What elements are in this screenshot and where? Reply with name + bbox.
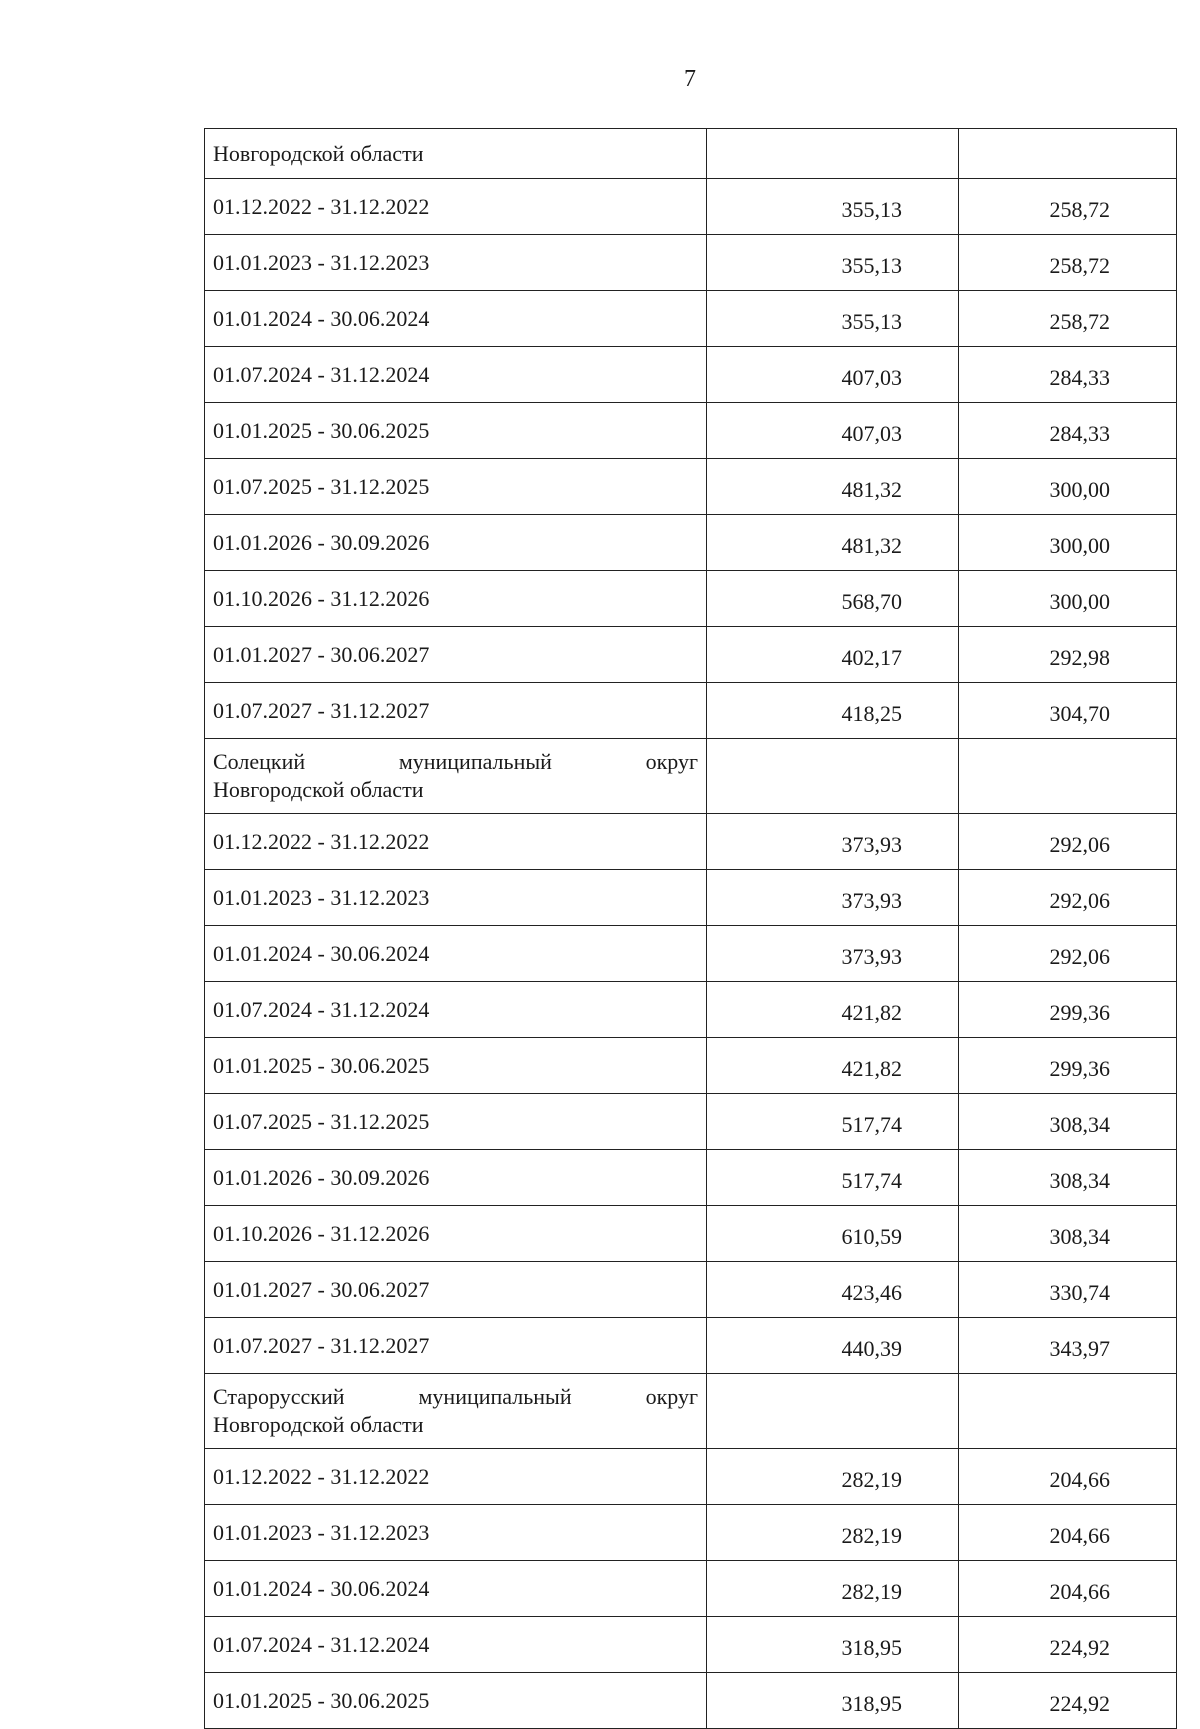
value-cell-1: 610,59 [707, 1206, 959, 1262]
section-heading [205, 129, 707, 179]
value-cell-2: 224,92 [959, 1617, 1177, 1673]
section-heading-line [213, 1383, 698, 1411]
value-cell-2: 258,72 [959, 291, 1177, 347]
value-cell-2: 308,34 [959, 1206, 1177, 1262]
value-cell-2: 299,36 [959, 982, 1177, 1038]
value-cell-1: 517,74 [707, 1094, 959, 1150]
table-row [205, 683, 1177, 739]
period-cell: 01.01.2025 - 30.06.2025 [205, 403, 707, 459]
table-row [205, 515, 1177, 571]
value-cell-1: 481,32 [707, 515, 959, 571]
table-row [205, 1094, 1177, 1150]
table-row [205, 347, 1177, 403]
value-cell-1: 423,46 [707, 1262, 959, 1318]
empty-cell [707, 1374, 959, 1449]
period-cell: 01.01.2025 - 30.06.2025 [205, 1038, 707, 1094]
period-cell: 01.12.2022 - 31.12.2022 [205, 179, 707, 235]
value-cell-1: 318,95 [707, 1673, 959, 1729]
table-row [205, 1617, 1177, 1673]
table-row [205, 1505, 1177, 1561]
value-cell-1: 373,93 [707, 814, 959, 870]
section-heading-line [213, 748, 698, 776]
value-cell-2: 343,97 [959, 1318, 1177, 1374]
value-cell-1: 421,82 [707, 982, 959, 1038]
period-cell: 01.01.2026 - 30.09.2026 [205, 515, 707, 571]
value-cell-1: 407,03 [707, 347, 959, 403]
value-cell-1: 421,82 [707, 1038, 959, 1094]
heading-word: округ [645, 749, 698, 774]
value-cell-1: 517,74 [707, 1150, 959, 1206]
heading-word: Солецкий [213, 749, 306, 774]
value-cell-1: 402,17 [707, 627, 959, 683]
value-cell-1: 355,13 [707, 235, 959, 291]
value-cell-2: 292,98 [959, 627, 1177, 683]
table-row [205, 235, 1177, 291]
table-row [205, 1038, 1177, 1094]
period-cell: 01.01.2027 - 30.06.2027 [205, 627, 707, 683]
value-cell-2: 292,06 [959, 926, 1177, 982]
value-cell-1: 355,13 [707, 291, 959, 347]
table-row [205, 627, 1177, 683]
section-heading [205, 1374, 707, 1449]
period-cell: 01.07.2025 - 31.12.2025 [205, 459, 707, 515]
table-row [205, 1318, 1177, 1374]
period-cell: 01.07.2027 - 31.12.2027 [205, 1318, 707, 1374]
value-cell-2: 304,70 [959, 683, 1177, 739]
value-cell-2: 258,72 [959, 179, 1177, 235]
empty-cell [959, 1374, 1177, 1449]
value-cell-2: 292,06 [959, 870, 1177, 926]
period-cell: 01.01.2025 - 30.06.2025 [205, 1673, 707, 1729]
section-heading-row [205, 1374, 1177, 1449]
value-cell-1: 481,32 [707, 459, 959, 515]
value-cell-1: 282,19 [707, 1449, 959, 1505]
value-cell-1: 440,39 [707, 1318, 959, 1374]
value-cell-1: 568,70 [707, 571, 959, 627]
value-cell-2: 300,00 [959, 571, 1177, 627]
value-cell-2: 284,33 [959, 347, 1177, 403]
period-cell: 01.01.2024 - 30.06.2024 [205, 291, 707, 347]
period-cell: 01.01.2023 - 31.12.2023 [205, 235, 707, 291]
empty-cell [959, 739, 1177, 814]
section-heading-row [205, 129, 1177, 179]
table-row [205, 459, 1177, 515]
page-number: 7 [684, 66, 696, 92]
heading-word: муниципальный [418, 1384, 572, 1409]
empty-cell [959, 129, 1177, 179]
value-cell-2: 204,66 [959, 1561, 1177, 1617]
table-row [205, 571, 1177, 627]
value-cell-2: 204,66 [959, 1505, 1177, 1561]
value-cell-2: 308,34 [959, 1094, 1177, 1150]
table-row [205, 982, 1177, 1038]
period-cell: 01.01.2026 - 30.09.2026 [205, 1150, 707, 1206]
value-cell-1: 407,03 [707, 403, 959, 459]
value-cell-1: 373,93 [707, 926, 959, 982]
period-cell: 01.07.2024 - 31.12.2024 [205, 982, 707, 1038]
value-cell-2: 299,36 [959, 1038, 1177, 1094]
table-row [205, 1449, 1177, 1505]
period-cell: 01.01.2023 - 31.12.2023 [205, 1505, 707, 1561]
period-cell: 01.07.2024 - 31.12.2024 [205, 1617, 707, 1673]
period-cell: 01.07.2027 - 31.12.2027 [205, 683, 707, 739]
empty-cell [707, 129, 959, 179]
value-cell-1: 355,13 [707, 179, 959, 235]
table-row [205, 291, 1177, 347]
value-cell-2: 330,74 [959, 1262, 1177, 1318]
empty-cell [707, 739, 959, 814]
table-row [205, 1673, 1177, 1729]
period-cell: 01.01.2024 - 30.06.2024 [205, 1561, 707, 1617]
period-cell: 01.07.2024 - 31.12.2024 [205, 347, 707, 403]
value-cell-1: 282,19 [707, 1505, 959, 1561]
tariff-table [204, 128, 1177, 1729]
period-cell: 01.10.2026 - 31.12.2026 [205, 1206, 707, 1262]
value-cell-2: 300,00 [959, 515, 1177, 571]
table-row [205, 1150, 1177, 1206]
value-cell-2: 300,00 [959, 459, 1177, 515]
table-row [205, 1561, 1177, 1617]
value-cell-2: 292,06 [959, 814, 1177, 870]
table-row [205, 403, 1177, 459]
table-row [205, 1262, 1177, 1318]
period-cell: 01.01.2027 - 30.06.2027 [205, 1262, 707, 1318]
section-heading-line: Новгородской области [213, 140, 424, 166]
section-heading-line: Новгородской области [213, 777, 424, 802]
table-row [205, 926, 1177, 982]
heading-word: округ [645, 1384, 698, 1409]
value-cell-2: 284,33 [959, 403, 1177, 459]
period-cell: 01.01.2024 - 30.06.2024 [205, 926, 707, 982]
table-row [205, 870, 1177, 926]
value-cell-1: 373,93 [707, 870, 959, 926]
period-cell: 01.12.2022 - 31.12.2022 [205, 1449, 707, 1505]
table-row [205, 1206, 1177, 1262]
value-cell-2: 224,92 [959, 1673, 1177, 1729]
value-cell-2: 308,34 [959, 1150, 1177, 1206]
heading-word: муниципальный [398, 749, 552, 774]
period-cell: 01.10.2026 - 31.12.2026 [205, 571, 707, 627]
heading-word: Старорусский [213, 1384, 345, 1409]
section-heading-line: Новгородской области [213, 1412, 424, 1437]
section-heading [205, 739, 707, 814]
value-cell-1: 282,19 [707, 1561, 959, 1617]
value-cell-2: 258,72 [959, 235, 1177, 291]
value-cell-1: 318,95 [707, 1617, 959, 1673]
period-cell: 01.07.2025 - 31.12.2025 [205, 1094, 707, 1150]
table-row [205, 814, 1177, 870]
period-cell: 01.12.2022 - 31.12.2022 [205, 814, 707, 870]
tariff-table-container [204, 128, 1176, 1729]
value-cell-2: 204,66 [959, 1449, 1177, 1505]
section-heading-row [205, 739, 1177, 814]
table-row [205, 179, 1177, 235]
period-cell: 01.01.2023 - 31.12.2023 [205, 870, 707, 926]
value-cell-1: 418,25 [707, 683, 959, 739]
